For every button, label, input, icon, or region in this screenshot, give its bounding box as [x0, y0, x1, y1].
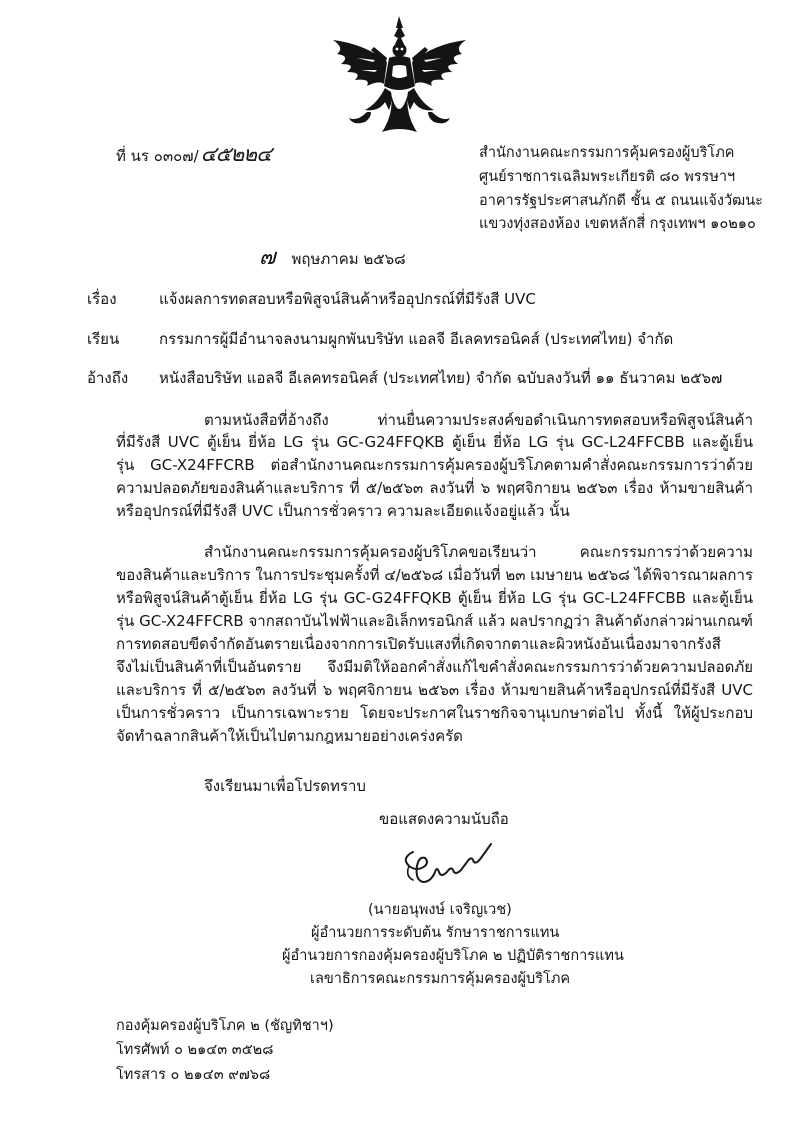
handwritten-signature-icon	[395, 836, 515, 896]
recipient-row	[87, 328, 673, 350]
date-day-handwritten: ๗	[259, 245, 276, 270]
paragraph-1-line: ความปลอดภัยของสินค้าและบริการ ที่ ๕/๒๕๖๓ ลงวันที่ ๖ พฤศจิกายน ๒๕๖๓ เรื่อง ห้ามขายสินค้า	[116, 479, 753, 497]
paragraph-2-line: สำนักงานคณะกรรมการคุ้มครองผู้บริโภคขอเรียนว่า คณะกรรมการว่าด้วยความ	[204, 543, 753, 561]
letter-number	[116, 143, 271, 167]
signer-title: เลขาธิการคณะกรรมการคุ้มครองผู้บริโภค	[310, 971, 571, 987]
closing-text: จึงเรียนมาเพื่อโปรดทราบ	[204, 777, 366, 795]
paragraph-2-line: ของสินค้าและบริการ ในการประชุมครั้งที่ ๔/๒๕๖๘ เมื่อวันที่ ๒๓ เมษายน ๒๕๖๘ ได้พิจารณาผลการ	[116, 566, 753, 584]
subject-label: เรื่อง	[87, 290, 117, 308]
footer-phone: โทรศัพท์ ๐ ๒๑๔๓ ๓๕๒๘	[116, 1042, 274, 1058]
reference-text: หนังสือบริษัท แอลจี อีเลคทรอนิคส์ (ประเทศไทย) จำกัด ฉบับลงวันที่ ๑๑ ธันวาคม ๒๕๖๗	[159, 369, 723, 387]
paragraph-1-line: ตามหนังสือที่อ้างถึง ท่านยื่นความประสงค์ขอดำเนินการทดสอบหรือพิสูจน์สินค้า	[204, 411, 753, 429]
paragraph-2-line: และบริการ ที่ ๕/๒๕๖๓ ลงวันที่ ๖ พฤศจิกายน ๒๕๖๓ เรื่อง ห้ามขายสินค้าหรืออุปกรณ์ที่มีรังสี UVC	[116, 681, 753, 699]
date-month-year: พฤษภาคม ๒๕๖๘	[291, 250, 406, 268]
paragraph-2-line: หรือพิสูจน์สินค้าตู้เย็น ยี่ห้อ LG รุ่น GC-G24FFQKB ตู้เย็น ยี่ห้อ LG รุ่น GC-L24FFCBB และตู้เย็น	[116, 589, 753, 607]
footer-division: กองคุ้มครองผู้บริโภค ๒ (ชัญทิชาฯ)	[116, 1018, 334, 1034]
paragraph-1-line: ที่มีรังสี UVC ตู้เย็น ยี่ห้อ LG รุ่น GC-G24FFQKB ตู้เย็น ยี่ห้อ LG รุ่น GC-L24FFCBB และตู้เย็น	[116, 433, 753, 451]
paragraph-1-line: หรืออุปกรณ์ที่มีรังสี UVC เป็นการชั่วคราว ความละเอียดแจ้งอยู่แล้ว นั้น	[116, 502, 570, 520]
signer-title: ผู้อำนวยการระดับต้น รักษาราชการแทน	[311, 925, 560, 941]
paragraph-2-line: รุ่น GC-X24FFCRB จากสถาบันไฟฟ้าและอิเล็กทรอนิกส์ แล้ว ผลปรากฏว่า สินค้าดังกล่าวผ่านเกณฑ์	[116, 612, 753, 630]
letter-number-handwritten: ๔๕๒๒๔	[200, 142, 272, 166]
subject-row	[87, 288, 536, 310]
paragraph-1-line: รุ่น GC-X24FFCRB ต่อสำนักงานคณะกรรมการคุ้มครองผู้บริโภคตามคำสั่งคณะกรรมการว่าด้วย	[116, 456, 753, 474]
signer-name: (นายอนุพงษ์ เจริญเวช)	[368, 902, 512, 918]
subject-text: แจ้งผลการทดสอบหรือพิสูจน์สินค้าหรืออุปกรณ์ที่มีรังสี UVC	[159, 290, 536, 308]
address-line: ศูนย์ราชการเฉลิมพระเกียรติ ๘๐ พรรษาฯ	[479, 168, 736, 185]
address-line: แขวงทุ่งสองห้อง เขตหลักสี่ กรุงเทพฯ ๑๐๒๑๐	[479, 216, 756, 233]
paragraph-2-line: จัดทำฉลากสินค้าให้เป็นไปตามกฎหมายอย่างเคร่งครัด	[116, 727, 463, 745]
recipient-text: กรรมการผู้มีอำนาจลงนามผูกพันบริษัท แอลจี อีเลคทรอนิคส์ (ประเทศไทย) จำกัด	[159, 330, 674, 348]
paragraph-2-line: จึงไม่เป็นสินค้าที่เป็นอันตราย จึงมีมติให้ออกคำสั่งแก้ไขคำสั่งคณะกรรมการว่าด้วยความปลอดภัย	[116, 658, 753, 676]
paragraph-2-line: การทดสอบขีดจำกัดอันตรายเนื่องจากการเปิดรับแสงที่เกิดจากตาและผิวหนังอันเนื่องมาจากรังสี	[116, 635, 721, 653]
reference-label: อ้างถึง	[87, 369, 129, 387]
garuda-emblem-icon	[327, 14, 472, 142]
recipient-label: เรียน	[87, 330, 120, 348]
paragraph-2-line: เป็นการชั่วคราว เป็นการเฉพาะราย โดยจะประกาศในราชกิจจานุเบกษาต่อไป ทั้งนี้ ให้ผู้ประกอบ	[116, 704, 753, 722]
signer-title: ผู้อำนวยการกองคุ้มครองผู้บริโภค ๒ ปฏิบัติราชการแทน	[282, 948, 624, 964]
letter-number-prefix: ที่ นร ๐๓๐๗/	[116, 147, 199, 165]
regards-text: ขอแสดงความนับถือ	[379, 810, 509, 828]
address-line: สำนักงานคณะกรรมการคุ้มครองผู้บริโภค	[479, 145, 735, 161]
address-line: อาคารรัฐประศาสนภักดี ชั้น ๕ ถนนแจ้งวัฒนะ	[479, 192, 763, 209]
footer-fax: โทรสาร ๐ ๒๑๔๓ ๙๗๖๘	[116, 1067, 271, 1083]
letter-date	[259, 247, 406, 270]
sender-address	[479, 142, 779, 237]
reference-row	[87, 367, 722, 389]
